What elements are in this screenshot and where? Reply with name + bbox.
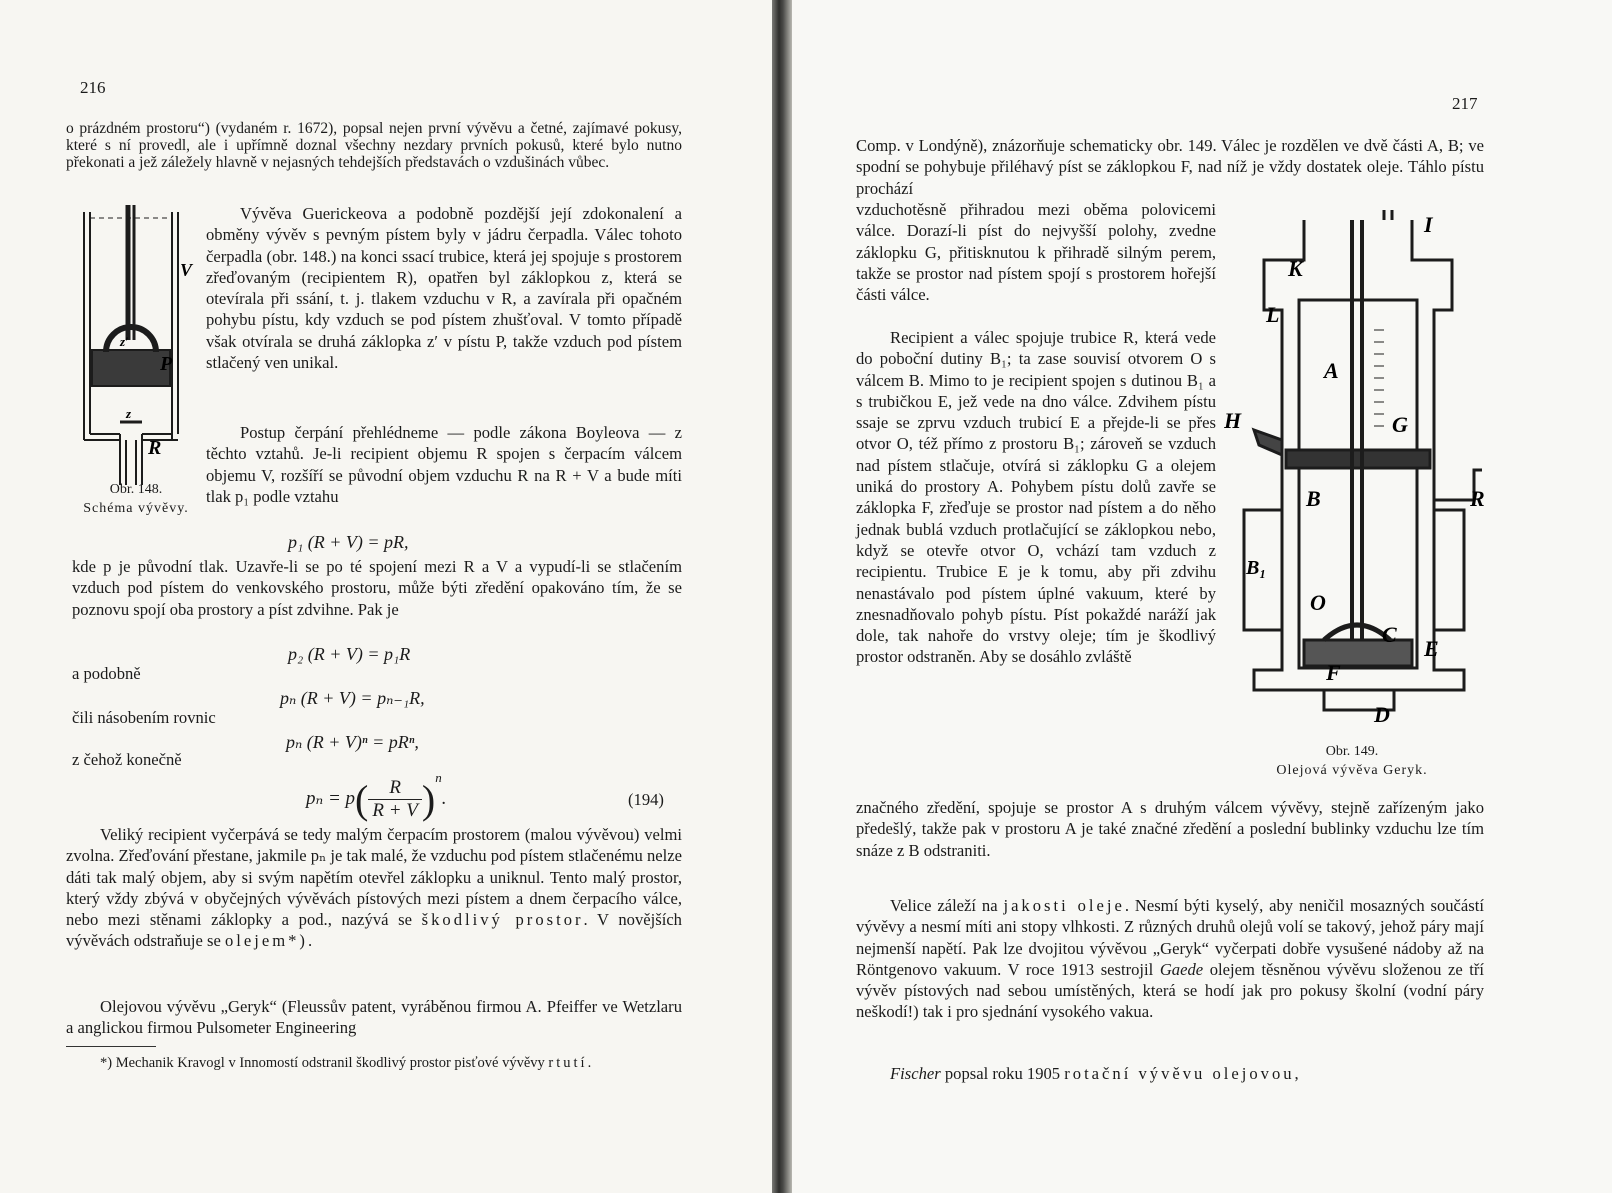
fig149-label-b: B [1306, 486, 1321, 511]
equation-1: p₁ (R + V) = pR, [288, 532, 409, 552]
equation-5-numerator: R [368, 777, 422, 800]
footnote-text-c: . [587, 1055, 592, 1071]
equation-5-lhs: pₙ = p [306, 788, 356, 809]
name-fischer: Fischer [890, 1064, 941, 1083]
term-jakosti-oleje: jakosti oleje [1003, 896, 1125, 915]
equation-4: pₙ (R + V)ⁿ = pRⁿ, [286, 732, 419, 752]
fig149-label-l: L [1266, 302, 1280, 327]
label-a-podobne: a podobně [72, 664, 141, 683]
fig149-label-o: O [1310, 590, 1326, 615]
book-gutter [772, 0, 792, 1193]
footnote-rule [66, 1046, 156, 1047]
figure-148-caption [66, 480, 206, 518]
paragraph-boyle: Postup čerpání přehlédneme — podle zákona Boyleova — z těchto vztahů. Je-li recipient objemu R spojen s čerpacím válcem objemu V, rozšíří se původní objem vzduchu R na R + V a bude míti tlak p₁ podle vztahu [206, 423, 682, 506]
paragraph-oil-quality [856, 895, 1484, 1023]
recipient-text-c: . [307, 931, 313, 951]
fig149-label-d: D [1374, 702, 1390, 727]
fig149-label-i: I [1424, 212, 1433, 237]
paragraph-fischer [856, 1063, 1484, 1084]
footnote [66, 1054, 682, 1073]
fig149-label-h: H [1224, 408, 1242, 433]
figure-149-title: Olejová vývěva Geryk. [1276, 763, 1428, 778]
right-page [792, 0, 1612, 1193]
fischer-text-a: popsal roku 1905 [944, 1064, 1061, 1083]
footnote-text-a: *) Mechanik Kravogl v Innomostí odstranil škodlivý prostor pisťové vývěvy [100, 1055, 545, 1071]
paragraph-zredeni: značného zředění, spojuje se prostor A s druhým válcem vývěvy, stejně zařízeným jako předešlý, takže pak v prostoru A je také značné zředění a poslední bublinky vzduchu lze tím snáze z B odstraniti. [856, 798, 1484, 860]
equation-5: pₙ = p( $\frac{R}{R + V}$ )$^n$. [306, 770, 447, 823]
figure-148-title: Schéma vývěvy. [83, 501, 189, 516]
fig149-label-e: E [1424, 636, 1439, 661]
figure-149-diagram [1224, 210, 1494, 740]
page-number-left: 216 [80, 78, 106, 97]
name-gaede: Gaede [1159, 959, 1204, 979]
equation-5-denominator: R + V [372, 800, 418, 822]
paragraph-recipient-tube: Recipient a válec spojuje trubice R, která vede do poboční dutiny B₁; ta zase souvisí otvorem O s válcem B. Mimo to je recipient spojen s dutinou B₁ a s trubičkou E, jež vede na dno válce. Zdvihem pístu ssaje se zprvu vzduch trubicí E a přejde-li se přes otvor O, též přímo z prostoru B₁; zároveň se vzduch nad pístem stlačuje, otvírá si záklopku G a olejem uniká do prostory A. Pohybem pístu dolů zavře se záklopka F, zřeďuje se prostor nad pístem a do něho jednak bublá vzduch protlačující se záklopkou nebo, když se otevře otvor O, vchází tam vzduch z recipientu. Trubice E je k tomu, aby při zdvihu nenastávalo pod pístem úplné vakuum, které by znesnadňovalo pohyb pístu. Píst pokaždé naráží jak dole, tak nahoře do vrstvy oleje; tím je škodlivý prostor odstraněn. Aby se dosáhlo zvláště [856, 328, 1216, 667]
fig149-label-k: K [1288, 256, 1303, 281]
term-olejem: olejem*) [224, 931, 308, 951]
fischer-text-b: , [1294, 1064, 1299, 1083]
term-skodlivy-prostor: škodlivý prostor [421, 910, 584, 930]
label-cili: čili násobením rovnic [72, 708, 216, 727]
fig148-label-r: R [148, 437, 162, 459]
oil-text-b: . Nesmí býti kyselý, aby neničil mosazných součástí vývěvy a nesmí míti ani stopy vlhkosti. Z různých druhů olejů volí se takový, jehož páry mají nejmenší napětí. Pak lze dvojitou vývěvou „Geryk“ vyčerpati dobře vysušené nádoby až na Röntgenovo vakuum. V roce 1913 sestrojil [856, 896, 1484, 979]
paragraph-recipient [66, 824, 682, 952]
fig148-label-z: z [126, 406, 132, 421]
equation-3: pₙ (R + V) = pₙ₋₁R, [280, 688, 425, 708]
intro-paragraph: o prázdném prostoru“) (vydaném r. 1672), popsal nejen první vývěvu a četné, zajímavé pokusy, které s ní provedl, ale i upřímně doznal všechny nezdary prvních pokusů, které bylo nutno překonati a jež záležely hlavně v nejasných tehdejších představách o vzdušinách vůbec. [66, 120, 682, 171]
recipient-text-b: . V novějších vývěvách odstraňuje se [66, 910, 682, 951]
equation-2: p₂ (R + V) = p₁R [288, 644, 411, 664]
page-number-right: 217 [1452, 94, 1478, 113]
left-page [0, 0, 772, 1193]
fig149-label-a: A [1324, 358, 1339, 383]
figure-148-number: Obr. 148. [109, 482, 163, 497]
figure-149-number: Obr. 149. [1325, 744, 1379, 759]
label-z-cehoz: z čehož konečně [72, 750, 182, 769]
paragraph-guericke: Vývěva Guerickeova a podobně pozdější její zdokonalení a obměny vývěv s pevným pístem byly v jádru čerpadla. Válec tohoto čerpadla (obr. 148.) na konci ssací trubice, která jej spojuje s prostorem zřeďovaným (recipientem R), opatřen byl záklopkou z, která se otevírala při ssání, t. j. tlakem vzduchu v R, a zavírala při opačném pohybu pístu, kdy vzduch se pod pístem zhušťoval. V tomto případě však otvírala se druhá záklopka z′ v pístu P, takže vzduch pod pístem stlačený ven unikal. [206, 204, 682, 373]
oil-text-c: olejem těsněnou vývěvu složenou ze tří vývěv pístových nad sebou umístěných, která se hodí jak pro pokusy školní (vodní páry neškodí!) tak i pro sjednání vysokého vakua. [856, 959, 1485, 1022]
fig149-label-r: R [1470, 486, 1485, 511]
oil-text-a: Velice záleží na [890, 896, 998, 915]
fig149-label-g: G [1392, 412, 1408, 437]
paragraph-geryk: Olejovou vývěvu „Geryk“ (Fleussův patent, vyráběnou firmou A. Pfeiffer ve Wetzlaru a anglickou firmou Pulsometer Engineering [66, 997, 682, 1038]
fig149-label-c: C [1382, 622, 1397, 647]
footnote-term-rtuti: rtutí [548, 1055, 588, 1071]
paragraph-after-eq1: kde p je původní tlak. Uzavře-li se po té spojení mezi R a V a vypudí-li se stlačením vzduch pod pístem do venkovského prostoru, může býti zředění opakováno tím, že se poznovu spojí oba prostory a píst zdvihne. Pak je [72, 557, 682, 619]
fig148-label-z-prime: z′ [120, 334, 129, 349]
figure-148-diagram [68, 200, 194, 485]
paragraph-top: Comp. v Londýně), znázorňuje schematicky obr. 149. Válec je rozdělen ve dvě části A, B; ve spodní se pohybuje přiléhavý píst se záklopkou F, nad níž je vždy dostatek oleje. Táhlo pístu prochází [856, 136, 1484, 198]
paragraph-valve: vzduchotěsně přihradou mezi oběma polovicemi válce. Dorazí-li píst do nejvyšší polohy, zvedne záklopku G, přitisknutou k přihradě silným perem, takže se prostor nad pístem spojí s prostorem hořejší části válce. [856, 200, 1216, 305]
equation-5-number: (194) [628, 790, 664, 809]
recipient-text-a: Veliký recipient vyčerpává se tedy malým čerpacím prostorem (malou vývěvou) velmi zvolna. Zřeďování přestane, jakmile pₙ je tak malé, že vzduchu pod pístem stlačenému nelze dáti tak malý objem, aby si svým napětím otevřel záklopku a uniknul. Tento malý prostor, který vždy zbývá v obyčejných vývěvách pístových mezi pístem a dnem čerpacího válce, nebo mezi stěnami záklopky a pod., nazývá se [66, 825, 682, 930]
fig148-label-v: V [180, 260, 193, 280]
fig148-label-p: P [160, 353, 173, 375]
term-rotacni-vyveva: rotační vývěvu olejovou [1064, 1064, 1295, 1083]
fig149-label-f: F [1326, 660, 1341, 685]
equation-5-exponent: n [435, 770, 442, 785]
figure-149-caption [1212, 742, 1492, 780]
fig149-label-b1: B₁ [1246, 557, 1267, 579]
